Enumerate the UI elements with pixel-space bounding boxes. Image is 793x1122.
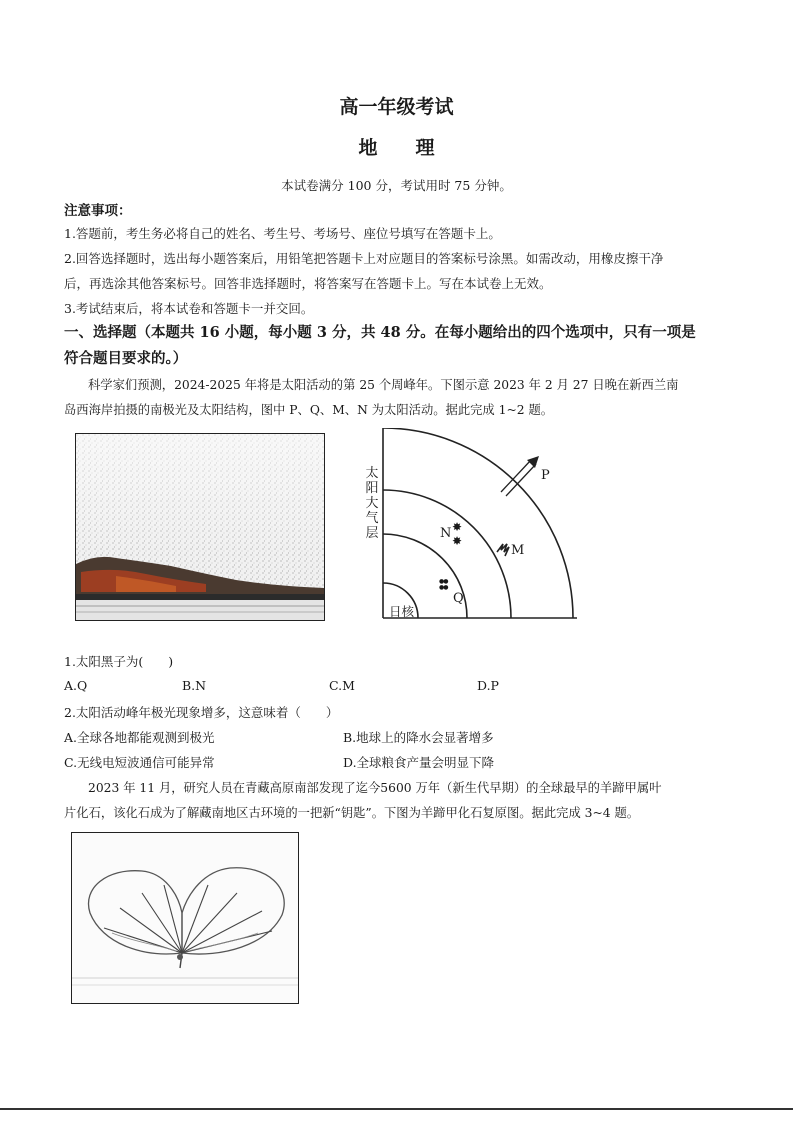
atmosphere-label-char: 层: [365, 526, 379, 541]
dot-icon: ●: [439, 584, 444, 591]
dot-icon: ●: [443, 578, 448, 585]
note-item: 3.考试结束后，将本试卷和答题卡一并交回。: [64, 301, 314, 316]
question-2-stem: 2.太阳活动峰年极光现象增多，这意味着（ ）: [64, 705, 339, 720]
note-item: 1.答题前，考生务必将自己的姓名、考生号、考场号、座位号填写在答题卡上。: [64, 226, 501, 241]
dot-icon: ●: [439, 578, 444, 585]
dot-icon: ●: [443, 584, 448, 591]
section-heading: 一、选择题（本题共 16 小题，每小题 3 分，共 48 分。在每小题给出的四个选项中，只有一项是: [64, 324, 696, 341]
n-label: N: [440, 526, 452, 541]
leaf-fossil-figure: [71, 832, 299, 1004]
q1-option-d[interactable]: D.P: [477, 678, 499, 693]
q1-option-c[interactable]: C.M: [329, 678, 355, 693]
atmosphere-label-char: 太: [365, 466, 379, 481]
q2-option-d[interactable]: D.全球粮食产量会明显下降: [343, 755, 495, 770]
m-label: M: [511, 543, 525, 558]
star-icon: ✸: [452, 520, 463, 534]
passage-1-line: 岛西海岸拍摄的南极光及太阳结构，图中 P、Q、M、N 为太阳活动。据此完成 1~2 题。: [64, 403, 554, 417]
n-star-icon: [452, 520, 462, 548]
subject-title: 地 理: [358, 137, 435, 159]
q2-option-c[interactable]: C.无线电短波通信可能异常: [64, 755, 215, 770]
section-heading-cont: 符合题目要求的。）: [64, 350, 188, 367]
leaf-fossil-graphic: [72, 833, 298, 1003]
question-1-stem: 1.太阳黑子为( ): [64, 654, 174, 669]
page-bottom-rule: [0, 1108, 793, 1110]
passage-2-line: 2023 年 11 月，研究人员在青藏高原南部发现了迄今5600 万年（新生代早期）的全球最早的羊蹄甲属叶: [88, 781, 662, 795]
p-label: P: [541, 468, 550, 483]
atmosphere-label-char: 阳: [365, 481, 379, 496]
passage-2-line: 片化石，该化石成为了解藏南地区古环境的一把新“钥匙”。下图为羊蹄甲化石复原图。据此完成 3~4 题。: [64, 806, 640, 820]
q-dots-icon: [439, 579, 448, 591]
note-item: 后，再选涂其他答案标号。回答非选择题时，将答案写在答题卡上。写在本试卷上无效。: [64, 276, 552, 291]
note-item: 2.回答选择题时，选出每小题答案后，用铅笔把答题卡上对应题目的答案标号涂黑。如需改动，用橡皮擦干净: [64, 251, 664, 266]
sun-structure-figure: [335, 428, 590, 628]
q1-option-a[interactable]: A.Q: [64, 678, 88, 693]
q2-option-b[interactable]: B.地球上的降水会显著增多: [343, 730, 494, 745]
notes-heading: 注意事项：: [64, 203, 132, 219]
exam-title: 高一年级考试: [339, 96, 454, 118]
atmosphere-label: [363, 466, 381, 541]
atmosphere-label-char: 大: [365, 496, 379, 511]
star-icon: ✸: [452, 534, 463, 548]
exam-info: 本试卷满分 100 分，考试用时 75 分钟。: [281, 178, 512, 193]
atmosphere-label-char: 气: [365, 511, 379, 526]
q-label: Q: [453, 591, 464, 606]
passage-1-line: 科学家们预测，2024-2025 年将是太阳活动的第 25 个周峰年。下图示意 2023 年 2 月 27 日晚在新西兰南: [88, 378, 679, 392]
core-label: 日核: [389, 604, 415, 619]
q1-option-b[interactable]: B.N: [182, 678, 207, 693]
aurora-photo: [75, 433, 325, 621]
aurora-photo-graphic: [76, 434, 324, 620]
q2-option-a[interactable]: A.全球各地都能观测到极光: [64, 730, 215, 745]
